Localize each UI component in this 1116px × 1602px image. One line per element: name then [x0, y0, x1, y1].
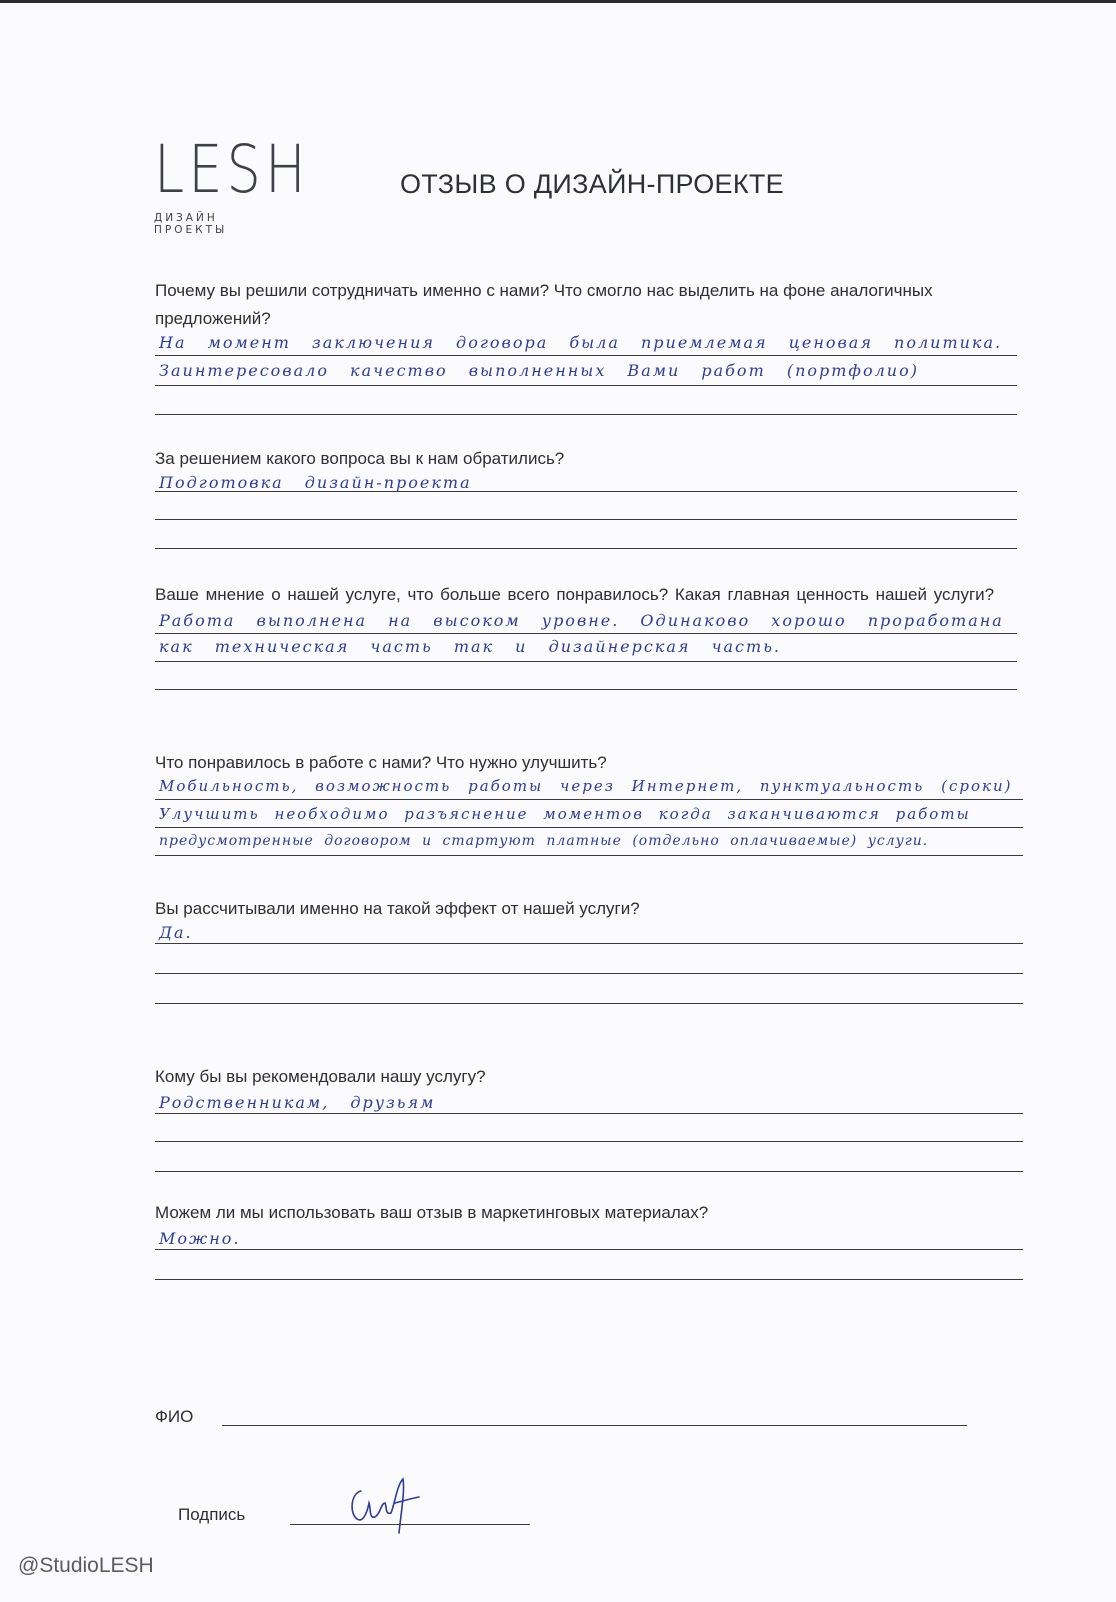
answer-rule: [155, 799, 1023, 800]
answer-rule: [155, 1171, 1023, 1172]
answer-rule: [155, 1003, 1023, 1004]
answer-area: [155, 333, 1045, 423]
question-text: Вы рассчитывали именно на такой эффект от нашей услуги?: [155, 899, 640, 918]
handwritten-answer-line: На момент заключения договора была приемлемая ценовая политика.: [159, 333, 1003, 352]
answer-area: [155, 473, 1045, 563]
answer-rule: [155, 827, 1023, 828]
document-title: ОТЗЫВ О ДИЗАЙН-ПРОЕКТЕ: [400, 169, 784, 199]
question-text: Можем ли мы использовать ваш отзыв в маркетинговых материалах?: [155, 1203, 709, 1222]
answer-rule: [155, 355, 1017, 356]
answer-rule: [155, 633, 1017, 634]
question-text: Кому бы вы рекомендовали нашу услугу?: [155, 1067, 486, 1086]
handwritten-signature: [345, 1473, 445, 1537]
handwritten-answer-line: Родственникам, друзьям: [159, 1093, 436, 1112]
answer-rule: [155, 689, 1017, 690]
handwritten-answer-line: Можно.: [159, 1229, 241, 1248]
answer-area: [155, 609, 1045, 699]
question-text: Что понравилось в работе с нами? Что нужно улучшить?: [155, 753, 607, 772]
answer-rule: [155, 973, 1023, 974]
answer-rule: [155, 1113, 1023, 1114]
question-text: Почему вы решили сотрудничать именно с нами? Что смогло нас выделить на фоне аналогичных предложений?: [155, 281, 933, 328]
question-block-7: [155, 1199, 1045, 1287]
answer-rule: [155, 491, 1017, 492]
answer-rule: [155, 385, 1017, 386]
answer-rule: [155, 548, 1017, 549]
question-text: За решением какого вопроса вы к нам обратились?: [155, 449, 565, 468]
answer-rule: [155, 1279, 1023, 1280]
question-block-2: [155, 445, 1045, 563]
signature-label: Подпись: [178, 1505, 246, 1524]
answer-area: [155, 1091, 1045, 1181]
handwritten-answer-line: Подготовка дизайн-проекта: [159, 473, 472, 492]
handwritten-answer-line: Заинтересовало качество выполненных Вами работ (портфолио): [159, 361, 919, 380]
watermark: @StudioLESH: [18, 1554, 154, 1577]
question-block-3: [155, 581, 1045, 699]
logo-subtitle: ДИЗАЙН ПРОЕКТЫ: [154, 212, 228, 236]
fio-label: ФИО: [155, 1407, 194, 1426]
question-block-4: [155, 749, 1045, 867]
lesh-logo: [154, 131, 310, 236]
question-block-5: [155, 895, 1045, 1013]
answer-rule: [155, 1141, 1023, 1142]
fio-line: [222, 1425, 967, 1426]
question-text: Ваше мнение о нашей услуге, что больше всего понравилось? Какая главная ценность нашей услуги?: [155, 585, 995, 604]
answer-rule: [155, 661, 1017, 662]
answer-area: [155, 777, 1045, 867]
handwritten-answer-line: Работа выполнена на высоком уровне. Одинаково хорошо проработана: [159, 611, 1004, 630]
answer-rule: [155, 855, 1023, 856]
answer-rule: [155, 414, 1017, 415]
logo-mark: LESH: [154, 131, 310, 208]
answer-rule: [155, 519, 1017, 520]
handwritten-answer-line: Улучшить необходимо разъяснение моментов когда заканчиваются работы: [159, 805, 971, 823]
handwritten-answer-line: как техническая часть так и дизайнерская часть.: [159, 637, 781, 656]
handwritten-answer-line: предусмотренные договором и стартуют платные (отдельно оплачиваемые) услуги.: [159, 833, 929, 849]
answer-rule: [155, 943, 1023, 944]
answer-area: [155, 923, 1045, 1013]
answer-area: [155, 1227, 1045, 1287]
handwritten-answer-line: Да.: [159, 923, 193, 942]
question-block-6: [155, 1063, 1045, 1181]
answer-rule: [155, 1249, 1023, 1250]
question-block-1: [155, 277, 1045, 423]
handwritten-answer-line: Мобильность, возможность работы через Интернет, пунктуальность (сроки): [159, 777, 1013, 795]
